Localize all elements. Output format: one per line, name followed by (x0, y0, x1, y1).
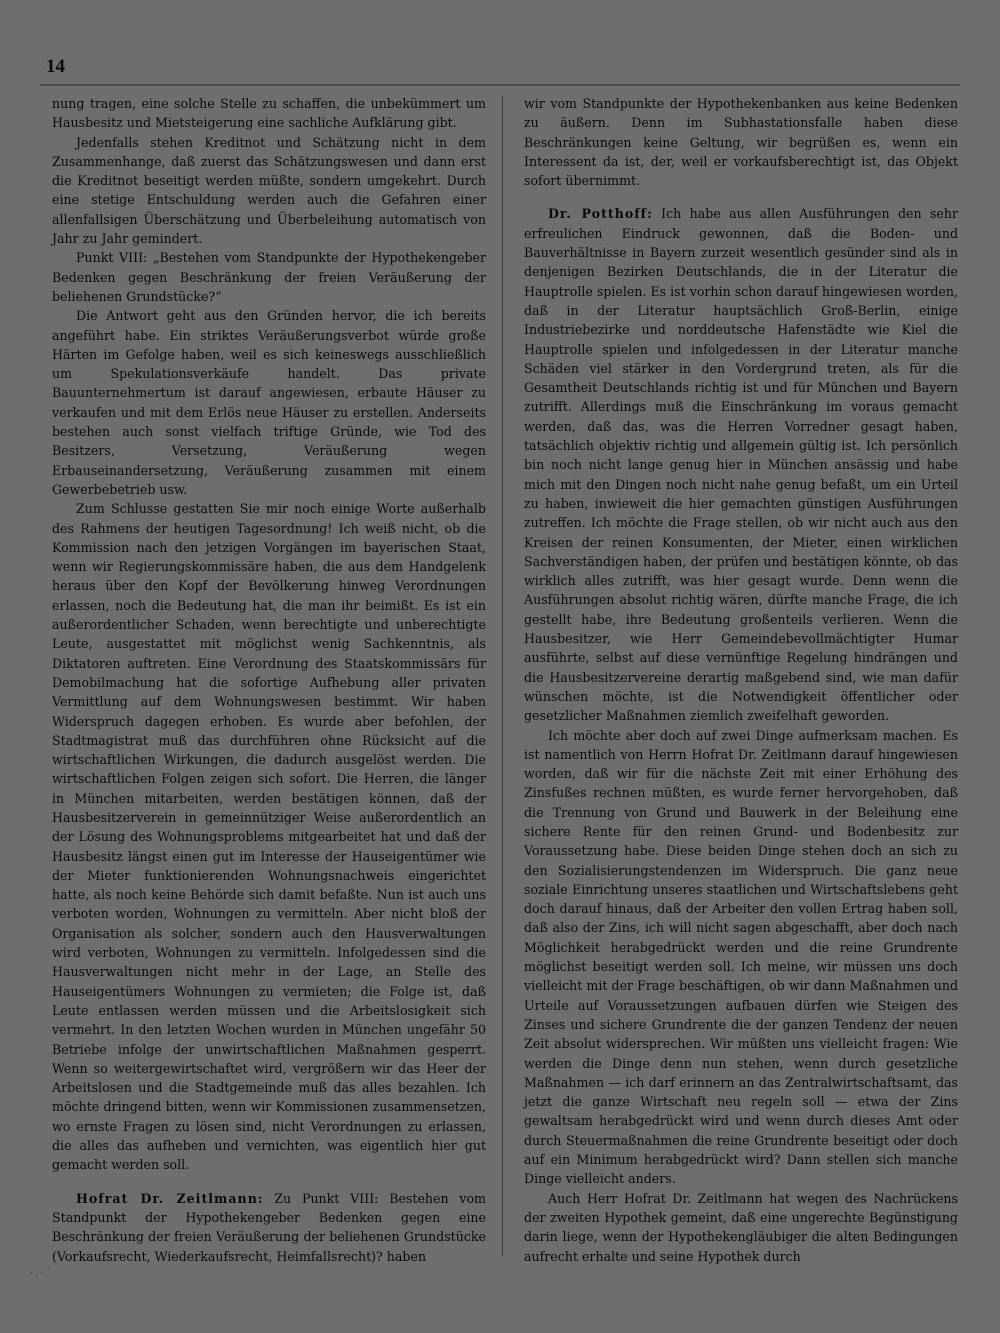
speaker-name: Hofrat Dr. Zeitlmann: (76, 1190, 264, 1206)
page-number: 14 (46, 56, 65, 77)
header-rule (40, 84, 960, 86)
speaker-paragraph (524, 204, 958, 725)
scan-smudge: ·.·´ (30, 1268, 53, 1279)
paragraph (524, 726, 958, 1189)
paragraph-text: nung tragen, eine solche Stelle zu schaffen, die unbekümmert um Hausbesitz und Mietsteigerung eine sachliche Aufklärung gibt. (52, 96, 486, 131)
right-column (524, 94, 958, 1266)
paragraph-text: Jedenfalls stehen Kreditnot und Schätzung nicht in dem Zusammenhange, daß zuerst das Schätzungswesen und dann erst die Kreditnot beseitigt werden müßte, sondern umgekehrt. Durch eine stetige Entschuldung werden auch die Gefahren einer allenfallsigen Überschätzung und Überbeleihung automatisch von Jahr zu Jahr gemindert. (52, 134, 486, 247)
paragraph-text: Ich möchte aber doch auf zwei Dinge aufmerksam machen. Es ist namentlich von Herrn Hofrat Dr. Zeitlmann darauf hingewiesen worden, daß wir für die nächste Zeit mit einer Erhöhung des Zinsfußes rechnen müßten, es wurde ferner hervorgehoben, daß die Trennung von Grund und Bauwerk in der Beleihung eine sichere Rente für den reinen Grund- und Bodenbesitz zur Voraussetzung habe. Diese beiden Dinge stehen doch an sich zu den Sozialisierungstendenzen im Widerspruch. Die ganz neue soziale Einrichtung unseres staatlichen und Wirtschaftslebens geht doch darauf hinaus, daß der Arbeiter den vollen Ertrag haben soll, daß also der Zins, ich will nicht sagen abgeschafft, aber doch nach Möglichkeit herabgedrückt werden und die reine Grundrente möglichst beseitigt werden soll. Ich meine, wir müssen uns doch vielleicht mit der Frage beschäftigen, ob wir dann Maßnahmen und Urteile auf Voraussetzungen aufbauen dürfen wie Steigen des Zinses und sichere Grundrente die der ganzen Tendenz der neuen Zeit absolut widersprechen. Wir müßten uns vielleicht fragen: Wie werden die Dinge denn nun stehen, wenn durch gesetzliche Maßnahmen — ich darf erinnern an das Zentralwirtschaftsamt, das jetzt die ganze Wirtschaft neu regeln soll — etwa der Zins gewaltsam herabgedrückt wird und wenn durch dieses Amt oder durch Steuermaßnahmen die reine Grundrente beseitigt oder doch auf ein Minimum herabgedrückt wird? Dann stellen sich manche Dinge vielleicht anders. (524, 727, 958, 1187)
speaker-name: Dr. Potthoff: (548, 206, 653, 222)
paragraph-text: wir vom Standpunkte der Hypothekenbanken aus keine Bedenken zu äußern. Denn im Subhastationsfalle haben diese Beschränkungen keine Geltung, wir begrüßen es, wenn ein Interessent da ist, der, weil er vorkaufsberechtigt ist, das Objekt sofort übernimmt. (524, 96, 958, 189)
paragraph (52, 499, 486, 1174)
speaker-paragraph (52, 1189, 486, 1266)
paragraph (52, 248, 486, 306)
paragraph (52, 133, 486, 249)
left-column (52, 94, 486, 1266)
paragraph-text: Punkt VIII: „Bestehen vom Standpunkte der Hypothekengeber Bedenken gegen Beschränkung der freien Veräußerung der beliehenen Grundstücke?“ (52, 250, 486, 304)
paragraph-text: Zu Punkt VIII: Bestehen vom Standpunkt der Hypothekengeber Bedenken gegen eine Beschränkung der freien Veräußerung der beliehenen Grundstücke (Vorkaufsrecht, Wiederkaufsrecht, Heimfallsrecht)? haben (52, 1190, 487, 1264)
paragraph-text: Die Antwort geht aus den Gründen hervor, die ich bereits angeführt habe. Ein striktes Veräußerungsverbot würde große Härten im Gefolge haben, weil es sich keineswegs ausschließlich um Spekulationsverkäufe handelt. Das private Bauunternehmertum ist darauf angewiesen, erbaute Häuser zu verkaufen und mit dem Erlös neue Häuser zu erstellen. Anderseits bestehen auch sonst vielfach triftige Gründe, wie Tod des Besitzers, Versetzung, Veräußerung wegen Erbauseinandersetzung, Veräußerung zusammen mit einem Gewerbebetrieb usw. (52, 308, 486, 497)
paragraph (52, 94, 486, 133)
paragraph (524, 94, 958, 190)
column-divider (502, 96, 503, 1256)
paragraph (524, 1189, 958, 1266)
paragraph-text: Zum Schlusse gestatten Sie mir noch einige Worte außerhalb des Rahmens der heutigen Tagesordnung! Ich weiß nicht, ob die Kommission nach den jetzigen Vorgängen im bayerischen Staat, wenn wir Regierungskommissäre haben, die aus dem Handgelenk heraus über den Kopf der Bevölkerung hinweg Verordnungen erlassen, noch die Bedeutung hat, die man ihr beimißt. Es ist ein außerordentlicher Schaden, wenn berechtigte und unberechtigte Leute, ausgestattet mit möglichst wenig Sachkenntnis, als Diktatoren auftreten. Eine Verordnung des Staatskommissärs für Demobilmachung hat die sofortige Aufhebung aller privaten Vermittlung auf dem Wohnungswesen bestimmt. Wir haben Widerspruch dagegen erhoben. Es wurde aber befohlen, der Stadtmagistrat muß das durchführen ohne Rücksicht auf die wirtschaftlichen Wirkungen, die dadurch ausgelöst werden. Die wirtschaftlichen Folgen zeigen sich sofort. Die Herren, die länger in München mitarbeiten, werden bestätigen können, daß der Hausbesitzerverein in gemeinnütziger Weise außerordentlich an der Lösung des Wohnungsproblems mitgearbeitet hat und daß der Hausbesitz längst einen gut im Interesse der Hauseigentümer wie der Mieter funktionierenden Wohnungsnachweis eingerichtet hatte, als noch keine Behörde sich damit befaßte. Nun ist auch uns verboten worden, Wohnungen zu vermitteln. Aber nicht bloß der Organisation als solcher, sondern auch den Hausverwaltungen wird verboten, Wohnungen zu vermitteln. Infolgedessen sind die Hausverwaltungen nicht mehr in der Lage, an Stelle des Hauseigentümers Wohnungen zu vermieten; die Folge ist, daß Leute entlassen werden müssen und die Arbeitslosigkeit sich vermehrt. In den letzten Wochen wurden in München ungefähr 50 Betriebe infolge der unwirtschaftlichen Maßnahmen gesperrt. Wenn so weitergewirtschaftet wird, vergrößern wir das Heer der Arbeitslosen und die Stadtgemeinde muß das alles bezahlen. Ich möchte dringend bitten, wenn wir Kommissionen zusammensetzen, wo ernste Fragen zu lösen sind, nicht Verordnungen zu erlassen, die alles das aufheben und vernichten, was eigentlich hier gut gemacht werden soll. (52, 501, 486, 1173)
paragraph (52, 306, 486, 499)
paragraph-text: Auch Herr Hofrat Dr. Zeitlmann hat wegen des Nachrückens der zweiten Hypothek gemeint, daß eine ungerechte Begünstigung darin liege, wenn der Hypothekengläubiger die alten Bedingungen aufrecht erhalte und seine Hypothek durch (524, 1190, 958, 1264)
paragraph-text: Ich habe aus allen Ausführungen den sehr erfreulichen Eindruck gewonnen, daß die Boden- und Bauverhältnisse in Bayern zurzeit wesentlich gesünder sind als in denjenigen Bezirken Deutschlands, die in der Literatur die Hauptrolle spielen. Es ist vorhin schon darauf hingewiesen worden, daß in der Literatur hauptsächlich Groß-Berlin, einige Industriebezirke und norddeutsche Hafenstädte wie Kiel die Hauptrolle spielen und infolgedessen in der Literatur manche Schäden viel stärker in den Vordergrund treten, als für die Gesamtheit Deutschlands richtig ist und für München und Bayern zutrifft. Allerdings muß die Einschränkung im voraus gemacht werden, daß das, was die Herren Vorredner gesagt haben, tatsächlich objektiv richtig und allgemein gültig ist. Ich persönlich bin noch nicht lange genug hier in München ansässig und habe mich mit den Dingen noch nicht nahe genug befaßt, um ein Urteil zu haben, inwieweit die hier gemachten günstigen Ausführungen zutreffen. Ich möchte die Frage stellen, ob wir nicht auch aus den Kreisen der reinen Konsumenten, der Mieter, einen wirklichen Sachverständigen haben, der prüfen und bestätigen könnte, ob das wirklich alles zutrifft, was hier gesagt wurde. Denn wenn die Ausführungen absolut richtig wären, dürfte manche Frage, die ich gestellt habe, ihre Bedeutung großenteils verlieren. Wenn die Hausbesitzer, wie Herr Gemeindebevollmächtigter Humar ausführte, selbst auf diese vernünftige Regelung hindrängen und die Hausbesitzervereine derartig maßgebend sind, wie man dafür wünschen möchte, ist die Notwendigkeit öffentlicher oder gesetzlicher Maßnahmen ziemlich zweifelhaft geworden. (524, 206, 959, 724)
